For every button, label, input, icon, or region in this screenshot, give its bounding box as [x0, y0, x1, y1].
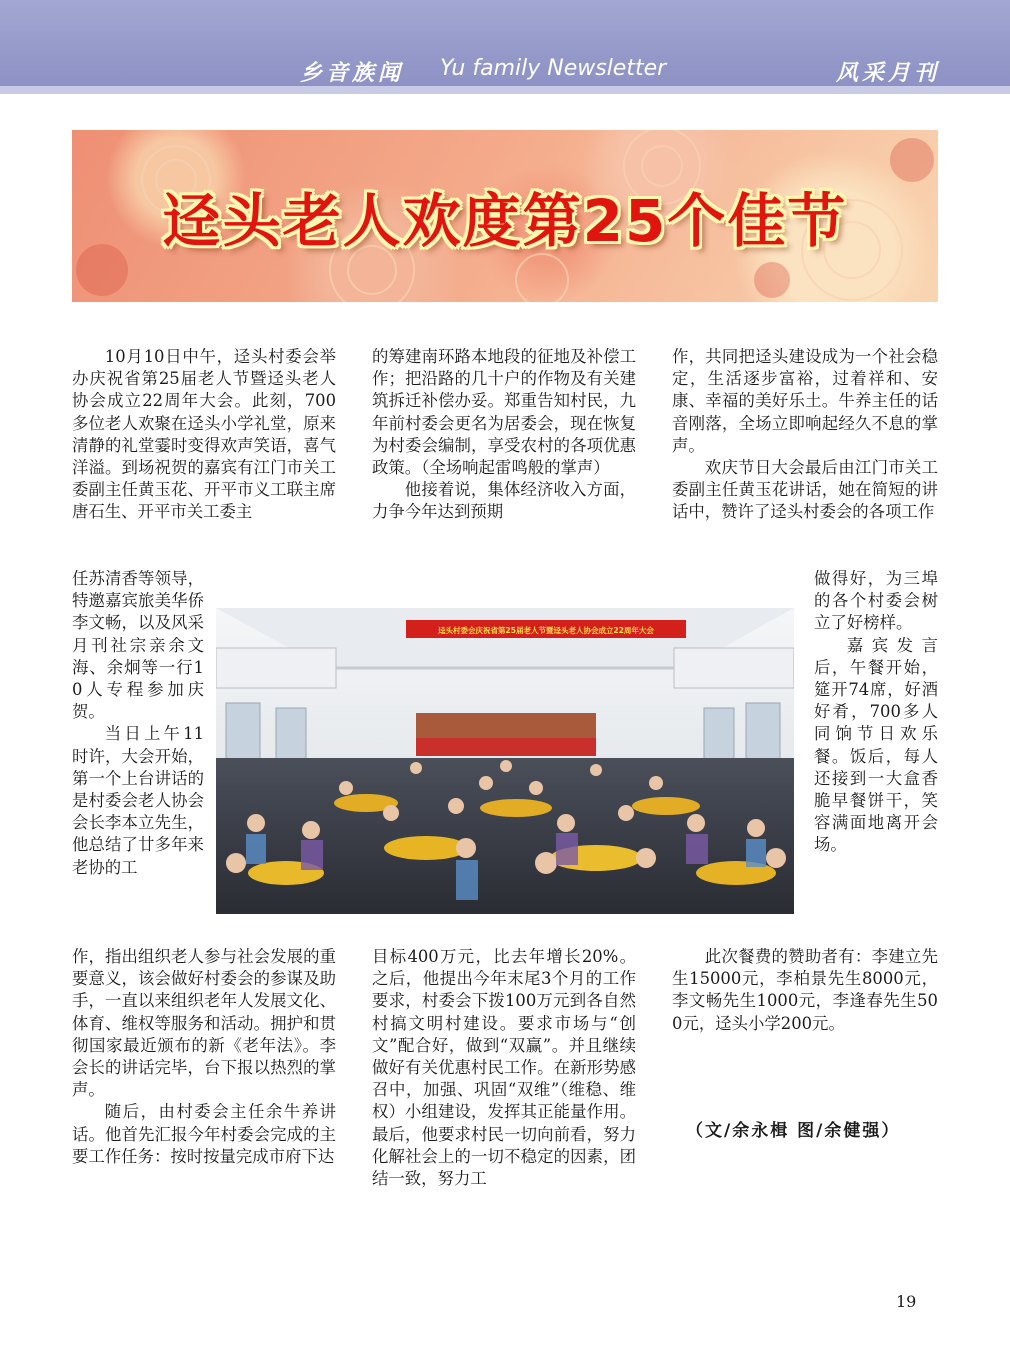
paragraph: 的筹建南环路本地段的征地及补偿工作；把沿路的几十户的作物及有关建筑拆迁补偿办妥。郑重告知村民，九年前村委会更名为居委会，现在恢复为村委会编制，享受农村的各项优惠政策。（全场响起雷鸣般的掌声）: [372, 347, 636, 478]
header-divider: [0, 86, 1010, 94]
paragraph: 作，指出组织老人参与社会发展的重要意义，该会做好村委会的参谋及助手，一直以来组织老年人发展文化、体育、维权等服务和活动。拥护和贯彻国家最近颁布的新《老年法》。李会长的讲话完毕，台下报以热烈的掌声。: [72, 947, 336, 1100]
paragraph: 当日上午11时许，大会开始，第一个上台讲话的是村委会老人协会会长李本立先生，他总结了廿多年来老协的工: [72, 724, 204, 877]
header-title-cn: 乡音族闻: [300, 60, 405, 86]
paragraph: 欢庆节日大会最后由江门市关工委副主任黄玉花讲话，她在简短的讲话中，赞许了迳头村委会的各项工作: [672, 458, 938, 522]
paragraph: 10月10日中午，迳头村委会举办庆祝省第25届老人节暨迳头老人协会成立22周年大会。此刻，700多位老人欢聚在迳头小学礼堂，原来清静的礼堂霎时变得欢声笑语，喜气洋溢。到场祝贺的嘉宾有江门市关工委副主任黄玉花、开平市义工联主席唐石生、开平市关工委主: [72, 347, 336, 522]
author-credit: （文/余永楫 图/余健强）: [686, 1121, 901, 1141]
article-title: 迳头老人欢度第25个佳节: [162, 187, 848, 255]
col3-narrow-text: [814, 568, 938, 857]
col3-top-text: [672, 346, 938, 524]
page-number: 19: [896, 1292, 917, 1311]
col1-narrow-text: [72, 568, 204, 879]
paragraph: 随后，由村委会主任余牛养讲话。他首先汇报今年村委会完成的主要工作任务：按时按量完成市府下达: [72, 1102, 336, 1166]
col1-top-text: [72, 346, 336, 524]
paragraph: 他接着说，集体经济收入方面，力争今年达到预期: [372, 480, 636, 522]
col2-top-text: [372, 346, 636, 524]
header-band: [0, 0, 1010, 86]
hall-banner-text: 迳头村委会庆祝省第25届老人节暨迳头老人协会成立22周年大会: [438, 626, 654, 635]
header-title-en: Yu family Newsletter: [440, 56, 667, 81]
assembly-hall-illustration: [216, 608, 794, 914]
col2-bottom-text: [372, 946, 636, 1190]
paragraph: 做得好，为三埠的各个村委会树立了好榜样。: [814, 569, 938, 633]
paragraph: 此次餐费的赞助者有：李建立先生15000元，李柏景先生8000元，李文畅先生1000元，李逢春先生500元，迳头小学200元。: [672, 947, 938, 1033]
event-photo: [216, 608, 794, 914]
article-banner: [72, 130, 938, 302]
col1-bottom-text: [72, 946, 336, 1168]
paragraph: 作，共同把迳头建设成为一个社会稳定，生活逐步富裕，过着祥和、安康、幸福的美好乐土。牛养主任的话音刚落，全场立即响起经久不息的掌声。: [672, 347, 938, 455]
col3-bottom-text: [672, 946, 938, 1035]
paragraph: 目标400万元，比去年增长20%。之后，他提出今年末尾3个月的工作要求，村委会下拨100万元到各自然村搞文明村建设。要求市场与“创文”配合好，做到“双赢”。并且继续做好有关优惠村民工作。在新形势感召中，加强、巩固“双维”（维稳、维权）小组建设，发挥其正能量作用。最后，他要求村民一切向前看，努力化解社会上的一切不稳定的因素，团结一致，努力工: [372, 947, 636, 1189]
paragraph: 任苏清香等领导，特邀嘉宾旅美华侨李文畅，以及风采月刊社宗亲余文海、余炯等一行10人专程参加庆贺。: [72, 569, 204, 722]
paragraph: 嘉宾发言后，午餐开始，筵开74席，好酒好肴，700多人同饷节日欢乐餐。饭后，每人还接到一大盒香脆早餐饼干，笑容满面地离开会场。: [814, 635, 938, 855]
header-magazine-name: 风采月刊: [836, 60, 941, 86]
